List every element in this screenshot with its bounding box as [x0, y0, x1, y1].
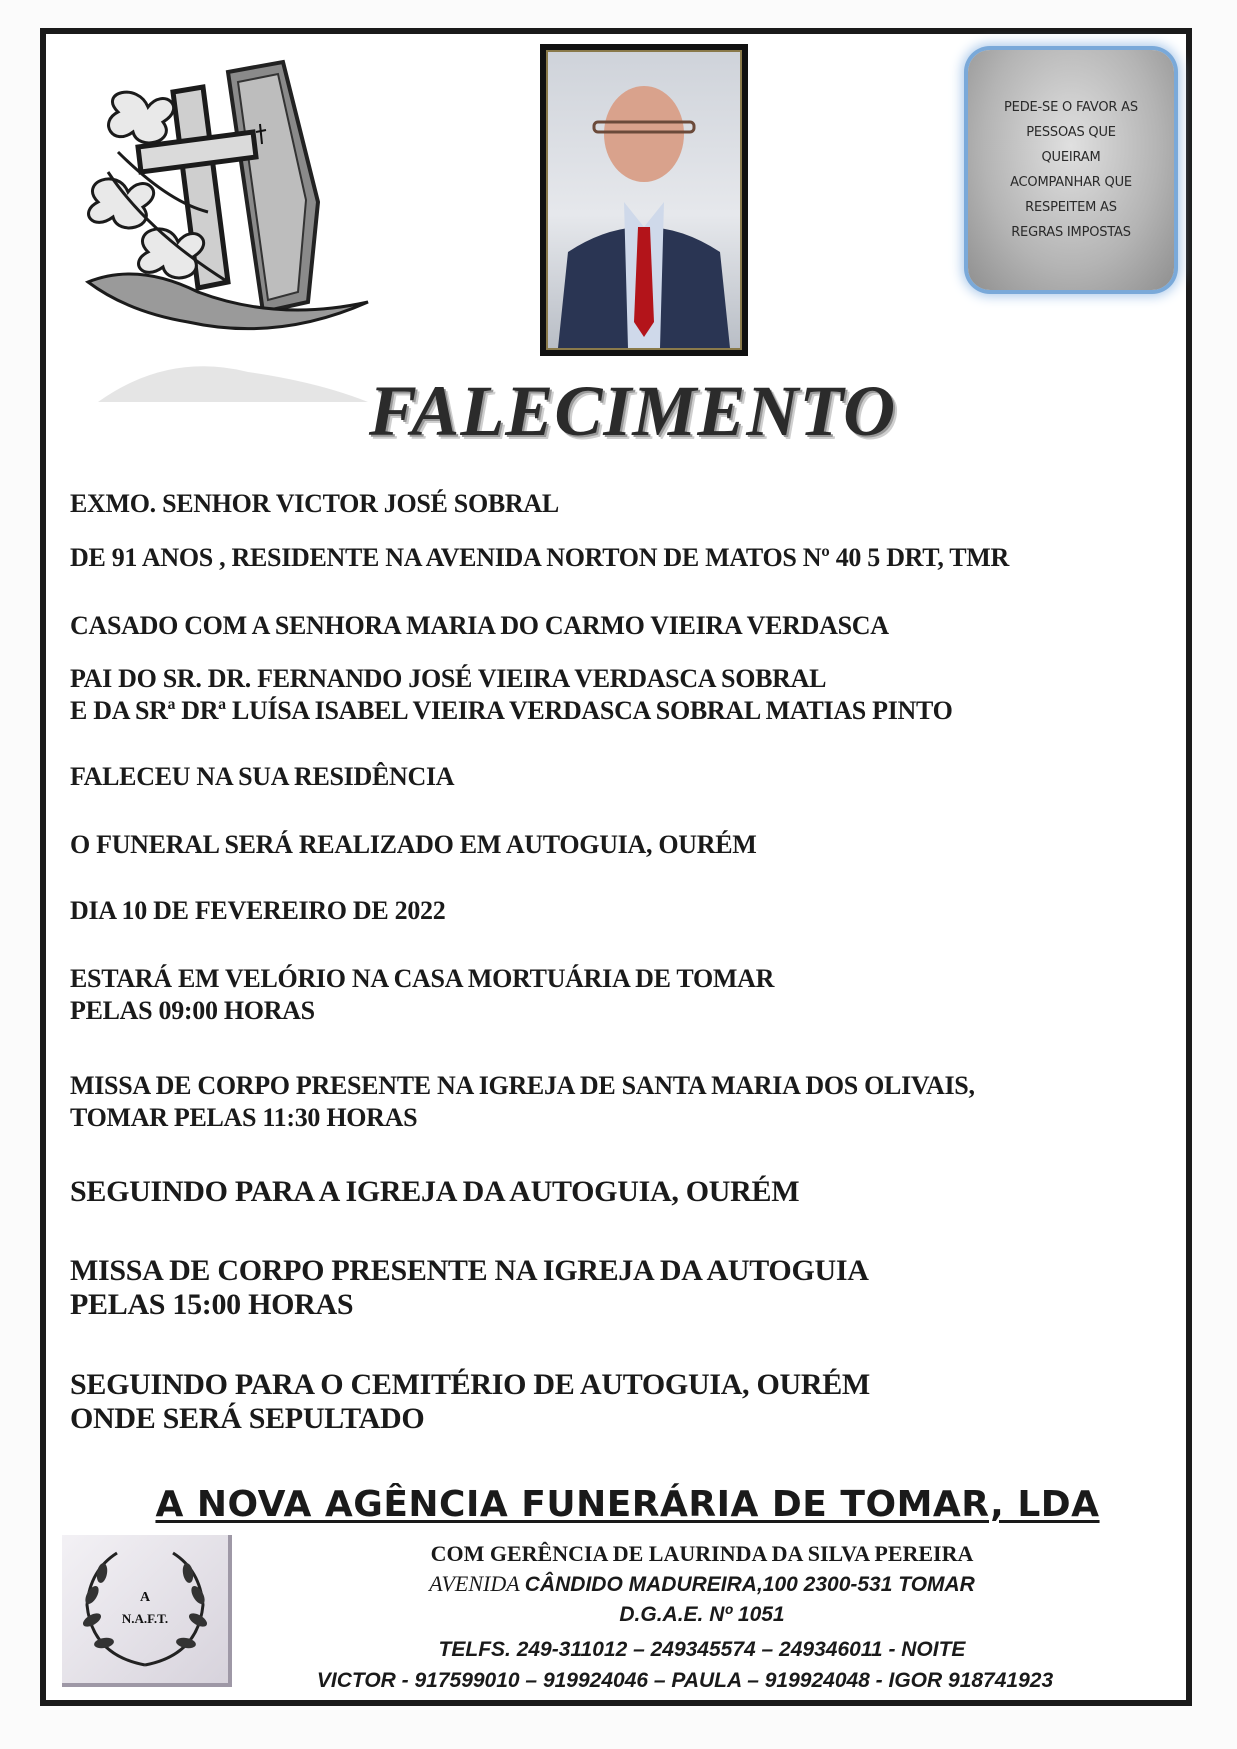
seal-initials: N.A.F.T.	[121, 1611, 169, 1626]
portrait-image	[548, 52, 740, 348]
lily-flowers-icon	[88, 92, 368, 328]
spouse-line: CASADO COM A SENHORA MARIA DO CARMO VIEIRA VERDASCA	[70, 611, 889, 640]
phones-line: TELFS. 249-311012 – 249345574 – 249346011 - NOITE	[438, 1638, 966, 1661]
mass2-line-1: MISSA DE CORPO PRESENTE NA IGREJA DA AUTOGUIA	[70, 1254, 869, 1287]
death-place-line: FALECEU NA SUA RESIDÊNCIA	[70, 762, 455, 791]
mass1-line-1: MISSA DE CORPO PRESENTE NA IGREJA DE SANTA MARIA DOS OLIVAIS,	[70, 1071, 975, 1100]
management-line: COM GERÊNCIA DE LAURINDA DA SILVA PEREIRA	[430, 1541, 974, 1566]
age-address: DE 91 ANOS , RESIDENTE NA AVENIDA NORTON DE MATOS Nº 40 5 DRT, TMR	[70, 543, 1010, 572]
notice-badge	[968, 50, 1174, 290]
portrait-photo	[540, 44, 748, 356]
agency-seal	[62, 1535, 232, 1687]
laurel-wreath-icon	[62, 1535, 228, 1683]
mass1-line-2: TOMAR PELAS 11:30 HORAS	[70, 1103, 418, 1132]
funeral-place-line: O FUNERAL SERÁ REALIZADO EM AUTOGUIA, OURÉM	[70, 830, 757, 859]
wake-line-1: ESTARÁ EM VELÓRIO NA CASA MORTUÁRIA DE TOMAR	[70, 964, 775, 993]
seal-letter: A	[139, 1590, 151, 1605]
address-prefix: AVENIDA	[429, 1571, 525, 1596]
mass2-line-2: PELAS 15:00 HORAS	[70, 1288, 354, 1321]
children-line-2: E DA SRª DRª LUÍSA ISABEL VIEIRA VERDASCA SOBRAL MATIAS PINTO	[70, 696, 953, 725]
children-line-1: PAI DO SR. DR. FERNANDO JOSÉ VIEIRA VERDASCA SOBRAL	[70, 664, 827, 693]
wake-line-2: PELAS 09:00 HORAS	[70, 996, 315, 1025]
agency-name: A NOVA AGÊNCIA FUNERÁRIA DE TOMAR, LDA	[155, 1484, 1100, 1525]
deceased-name: EXMO. SENHOR VICTOR JOSÉ SOBRAL	[70, 489, 559, 518]
book-icon	[228, 62, 318, 312]
address-line	[232, 1571, 1172, 1597]
date-line: DIA 10 DE FEVEREIRO DE 2022	[70, 896, 446, 925]
license-line: D.G.A.E. Nº 1051	[619, 1603, 785, 1626]
portrait-figure	[548, 52, 740, 348]
following-line-2a: SEGUINDO PARA O CEMITÉRIO DE AUTOGUIA, OURÉM	[70, 1368, 870, 1401]
following-line-2b: ONDE SERÁ SEPULTADO	[70, 1402, 425, 1435]
contacts-line: VICTOR - 917599010 – 919924046 – PAULA – 919924048 - IGOR 918741923	[316, 1669, 1054, 1692]
notice-badge-text: PEDE-SE O FAVOR AS PESSOAS QUE QUEIRAM ACOMPANHAR QUE RESPEITEM AS REGRAS IMPOSTAS	[1004, 100, 1138, 240]
page-title: FALECIMENTO	[368, 371, 897, 451]
following-line-1: SEGUINDO PARA A IGREJA DA AUTOGUIA, OURÉM	[70, 1175, 800, 1208]
address-rest: CÂNDIDO MADUREIRA,100 2300-531 TOMAR	[524, 1573, 975, 1596]
cross-lily-ornament	[78, 52, 378, 412]
